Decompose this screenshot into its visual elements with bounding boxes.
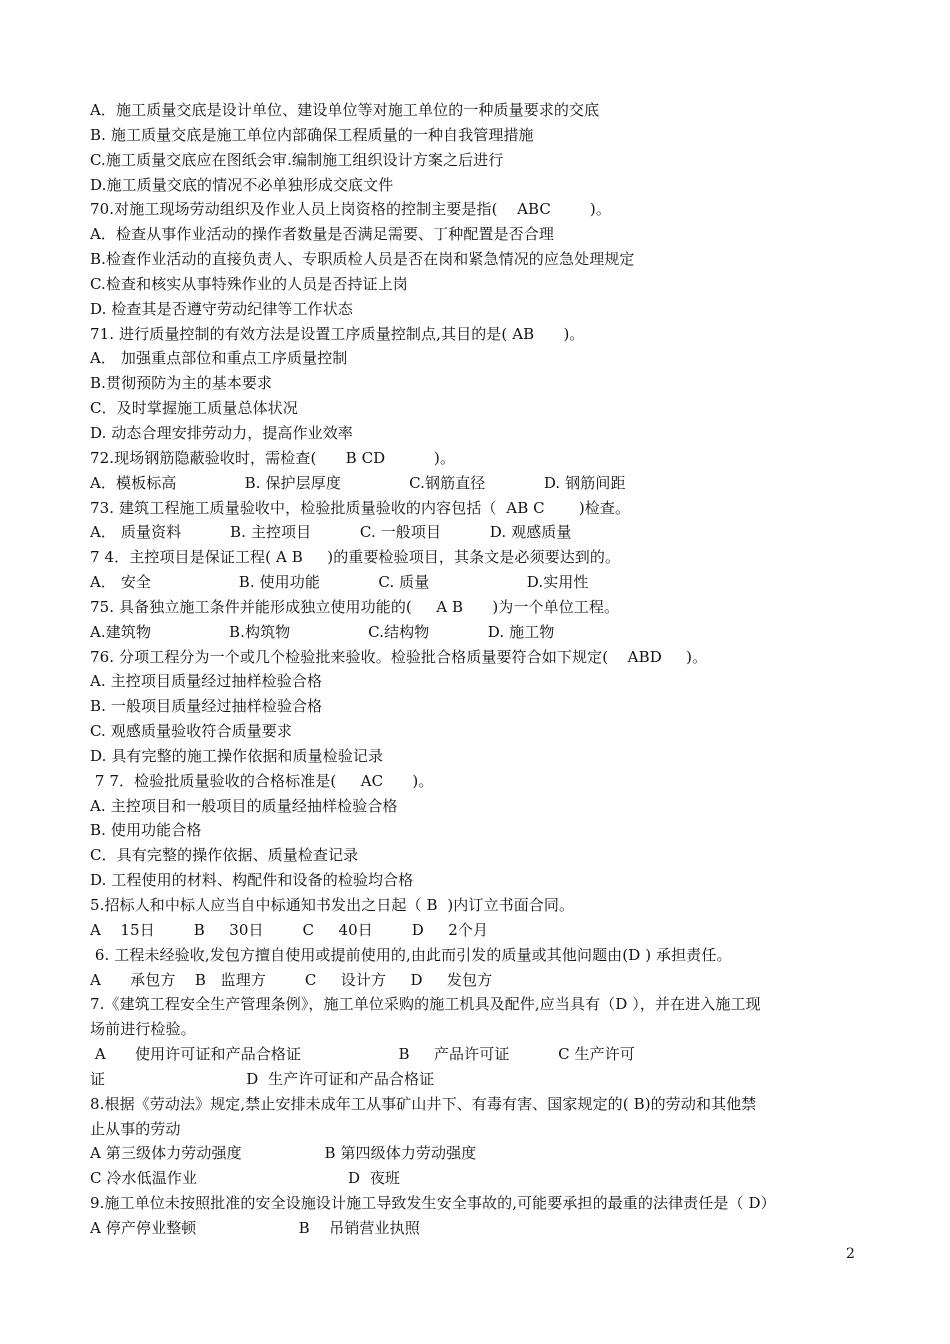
text-line: D. 检查其是否遵守劳动纪律等工作状态 [90,299,353,318]
text-line: A． 安全 B. 使用功能 C. 质量 D.实用性 [90,573,589,592]
text-line: D. 具有完整的施工操作依据和质量检验记录 [90,746,384,765]
text-line: C．及时掌握施工质量总体状况 [90,399,298,418]
text-line: B.贯彻预防为主的基本要求 [90,374,273,393]
text-line: C.施工质量交底应在图纸会审.编制施工组织设计方案之后进行 [90,150,504,169]
text-line: 7 4．主控项目是保证工程( A B )的重要检验项目，其条文是必须要达到的。 [90,548,621,567]
text-line: 75. 具备独立施工条件并能形成独立使用功能的( A B )为一个单位工程。 [90,597,620,616]
text-line: 7.《建筑工程安全生产管理条例》，施工单位采购的施工机具及配件,应当具有（D ），并在进入施工现 [90,995,761,1014]
text-line: C.检查和核实从事特殊作业的人员是否持证上岗 [90,274,408,293]
text-line: A. 主控项目质量经过抽样检验合格 [90,672,323,691]
text-line: A． 加强重点部位和重点工序质量控制 [90,349,348,368]
text-line: C. 观感质量验收符合质量要求 [90,722,292,741]
text-line: D. 工程使用的材料、构配件和设备的检验均合格 [90,871,414,890]
text-line: B.检查作业活动的直接负责人、专职质检人员是否在岗和紧急情况的应急处理规定 [90,250,635,269]
text-line: 71. 进行质量控制的有效方法是设置工序质量控制点,其目的是( AB )。 [90,324,585,343]
text-line: A. 主控项目和一般项目的质量经抽样检验合格 [90,796,398,815]
text-line: 9.施工单位未按照批准的安全设施设计施工导致发生安全事故的,可能要承担的最重的法律责任是（ D） [90,1194,776,1213]
text-line: 证 D 生产许可证和产品合格证 [90,1069,435,1088]
text-line: A．检查从事作业活动的操作者数量是否满足需要、丁种配置是否合理 [90,225,554,244]
text-line: A．模板标高 B. 保护层厚度 C.钢筋直径 D. 钢筋间距 [90,473,626,492]
question-text-block [90,98,860,1241]
text-line: C 冷水低温作业 D 夜班 [90,1169,401,1188]
text-line: A．施工质量交底是设计单位、建设单位等对施工单位的一种质量要求的交底 [90,101,600,119]
text-line: A 第三级体力劳动强度 B 第四级体力劳动强度 [90,1144,477,1163]
text-line: A 停产停业整顿 B 吊销营业执照 [90,1218,420,1237]
text-line: 70.对施工现场劳动组织及作业人员上岗资格的控制主要是指( ABC )。 [90,200,611,219]
text-line: 72.现场钢筋隐蔽验收时，需检查( B CD )。 [90,448,456,467]
text-line: A 15日 B 30日 C 40日 D 2个月 [90,920,489,939]
text-line: 止从事的劳动 [90,1119,181,1138]
text-line: 8.根据《劳动法》规定,禁止安排未成年工从事矿山井下、有毒有害、国家规定的( B)的劳动和其他禁 [90,1094,757,1113]
text-line: A 承包方 B 监理方 C 设计方 D 发包方 [90,970,493,989]
text-line: A.建筑物 B.构筑物 C.结构物 D. 施工物 [90,622,555,641]
text-line: A 使用许可证和产品合格证 B 产品许可证 C 生产许可 [90,1045,635,1064]
text-line: D.施工质量交底的情况不必单独形成交底文件 [90,175,394,194]
text-line: 6. 工程未经验收,发包方擅自使用或提前使用的,由此而引发的质量或其他问题由(D ) 承担责任。 [90,945,732,964]
page-number: 2 [846,1246,855,1262]
text-line: 73. 建筑工程施工质量验收中，检验批质量验收的内容包括（ AB C )检查。 [90,498,631,517]
text-line: 场前进行检验。 [90,1020,196,1039]
text-line: B. 一般项目质量经过抽样检验合格 [90,697,323,716]
text-line: 76. 分项工程分为一个或几个检验批来验收。检验批合格质量要符合如下规定( ABD )。 [90,647,708,666]
text-line: 5.招标人和中标人应当自中标通知书发出之日起（ B )内订立书面合同。 [90,896,575,914]
text-line: 7 7．检验批质量验收的合格标准是( AC )。 [90,771,434,790]
text-line: D. 动态合理安排劳动力，提高作业效率 [90,423,353,442]
text-line: C．具有完整的操作依据、质量检查记录 [90,846,359,865]
text-line: A． 质量资料 B. 主控项目 C. 一般项目 D. 观感质量 [90,523,572,542]
text-line: B. 使用功能合格 [90,821,202,840]
text-line: B. 施工质量交底是施工单位内部确保工程质量的一种自我管理措施 [90,125,534,144]
